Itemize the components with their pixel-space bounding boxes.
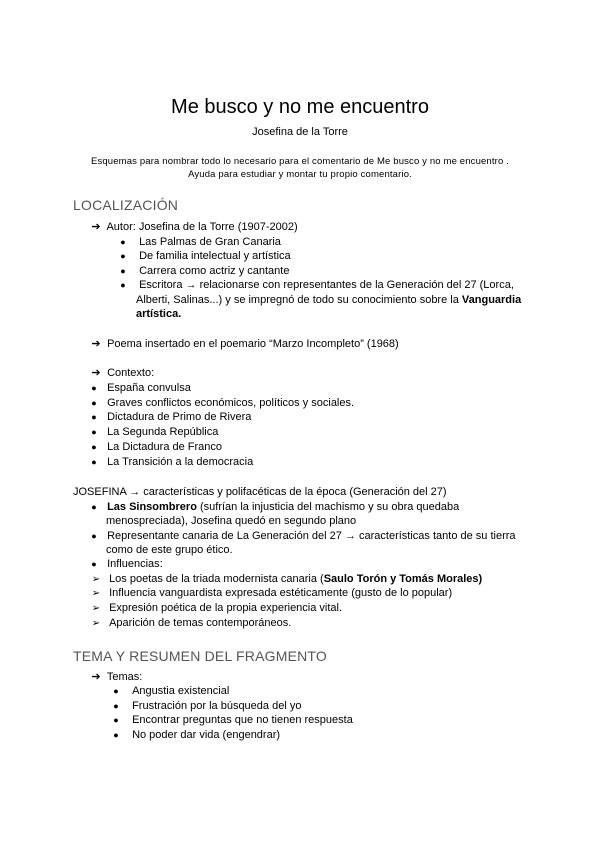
document-description-line2: Ayuda para estudiar y montar tu propio comentario. [188, 169, 412, 180]
list-item: ● Dictadura de Primo de Rivera [88, 410, 251, 424]
bullet-icon: ● [91, 442, 97, 452]
bullet-icon: ● [113, 730, 119, 740]
list-item-escritora: ● Escritora → relacionarse con representantes de la Generación del 27 (Lorca, [117, 278, 514, 292]
list-item: ● Frustración por la búsqueda del yo [110, 699, 301, 713]
arrow-icon: ➔ [91, 367, 101, 379]
list-item: ● La Segunda República [88, 425, 218, 439]
bullet-icon: ● [113, 686, 119, 696]
autor-label: Autor: Josefina de la Torre (1907-2002) [106, 221, 298, 233]
bullet-icon: ● [113, 701, 119, 711]
arrow-icon: ➔ [91, 671, 101, 683]
bullet-icon: ● [120, 280, 126, 290]
list-item-contexto: ➔ Contexto: [88, 366, 154, 380]
bullet-icon: ● [91, 457, 97, 467]
list-item: ➢ Influencia vanguardista expresada estéticamente (gusto de lo popular) [88, 586, 452, 601]
list-item-influencias: ● Influencias: [88, 557, 163, 571]
list-item: ● Angustia existencial [110, 684, 229, 698]
sinsombrero-continuation: menospreciada), Josefina quedó en segundo plano [106, 515, 357, 527]
list-item: ● La Transición a la democracia [88, 455, 253, 469]
josefina-intro: JOSEFINA → características y polifacéticas de la época (Generación del 27) [73, 486, 447, 498]
triangle-arrow-icon: ➢ [91, 588, 101, 599]
bullet-icon: ● [91, 559, 97, 569]
list-item: ➢ Aparición de temas contemporáneos. [88, 616, 291, 631]
list-item: ● La Dictadura de Franco [88, 440, 222, 454]
triangle-arrow-icon: ➢ [91, 618, 101, 629]
list-item-poema: ➔ Poema insertado en el poemario “Marzo Incompleto” (1968) [88, 337, 399, 351]
bullet-icon: ● [120, 251, 126, 261]
document-author: Josefina de la Torre [252, 126, 348, 138]
section-heading-localizacion: LOCALIZACIÓN [73, 197, 179, 213]
list-item: ● España convulsa [88, 381, 191, 395]
list-item: ● No poder dar vida (engendrar) [110, 728, 280, 742]
bullet-icon: ● [91, 531, 97, 541]
list-item-representante: ● Representante canaria de La Generación del 27 → características tanto de su tierra [88, 529, 516, 543]
bullet-icon: ● [120, 266, 126, 276]
list-item: ● Graves conflictos económicos, políticos y sociales. [88, 396, 354, 410]
bullet-icon: ● [91, 383, 97, 393]
bullet-icon: ● [91, 412, 97, 422]
list-item-sinsombrero: ● Las Sinsombrero (sufrían la injusticia del machismo y su obra quedaba [88, 500, 459, 514]
list-item: ➢ Expresión poética de la propia experiencia vital. [88, 601, 342, 616]
list-item-influencia-modernista: ➢ Los poetas de la triada modernista canaria (Saulo Torón y Tomás Morales) [88, 572, 482, 587]
list-item: ● Carrera como actriz y cantante [117, 264, 289, 278]
escritora-continuation-2: artística. [136, 308, 182, 320]
document-title: Me busco y no me encuentro [171, 96, 429, 118]
list-item: ● Las Palmas de Gran Canaria [117, 235, 281, 249]
list-item: ● Encontrar preguntas que no tienen respuesta [110, 713, 353, 727]
list-item: ● De familia intelectual y artística [117, 249, 291, 263]
bullet-icon: ● [91, 502, 97, 512]
document-description-line1: Esquemas para nombrar todo lo necesario para el comentario de Me busco y no me encuentro . [90, 156, 509, 167]
escritora-continuation: Alberti, Salinas...) y se impregnó de todo su conocimiento sobre la Vanguardia [136, 294, 522, 306]
section-heading-tema: TEMA Y RESUMEN DEL FRAGMENTO [73, 648, 328, 664]
arrow-icon: ➔ [91, 221, 101, 233]
bullet-icon: ● [91, 427, 97, 437]
arrow-icon: ➔ [91, 338, 101, 350]
representante-continuation: como de este grupo ético. [106, 544, 233, 556]
triangle-arrow-icon: ➢ [91, 574, 101, 585]
triangle-arrow-icon: ➢ [91, 603, 101, 614]
list-item-temas: ➔ Temas: [88, 670, 142, 684]
bullet-icon: ● [120, 237, 126, 247]
list-item-autor [88, 220, 298, 234]
bullet-icon: ● [113, 715, 119, 725]
bullet-icon: ● [91, 398, 97, 408]
